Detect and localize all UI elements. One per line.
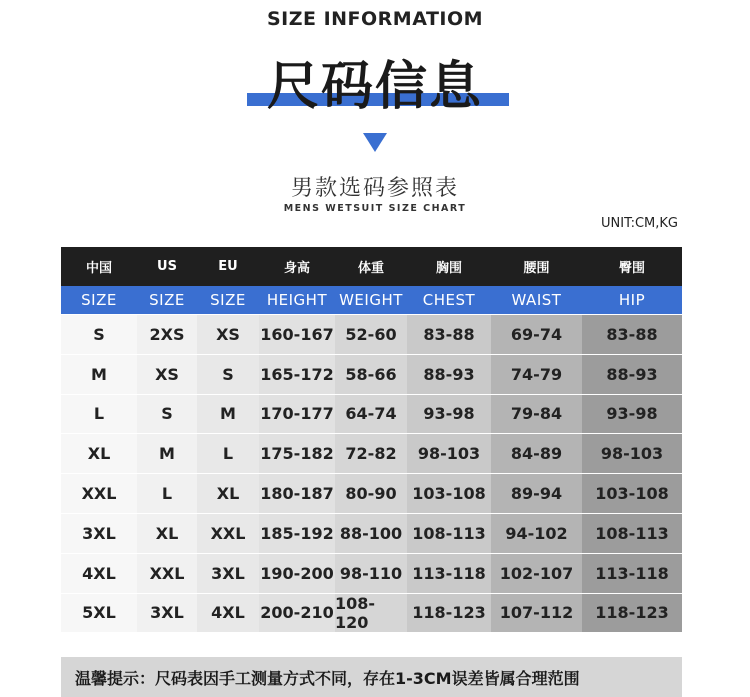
table-cell: 118-123 xyxy=(582,594,682,633)
table-cell: 190-200 xyxy=(259,554,335,593)
table-cell: 98-103 xyxy=(407,434,491,473)
table-cell: 69-74 xyxy=(491,315,582,354)
table-cell: 80-90 xyxy=(335,474,407,513)
header-cell: 中国 xyxy=(85,261,112,276)
table-cell: XL xyxy=(137,514,197,553)
table-cell: S xyxy=(61,315,137,354)
table-cell: 108-113 xyxy=(407,514,491,553)
table-cell: 108-120 xyxy=(335,594,407,633)
table-cell: L xyxy=(137,474,197,513)
table-cell: 93-98 xyxy=(582,395,682,434)
table-row xyxy=(61,394,682,434)
table-cell: 107-112 xyxy=(491,594,582,633)
table-body xyxy=(61,314,682,632)
table-cell: XS xyxy=(137,355,197,394)
table-row xyxy=(61,553,682,593)
header-cell: CHEST xyxy=(422,291,476,309)
table-cell: 113-118 xyxy=(407,554,491,593)
table-cell: 89-94 xyxy=(491,474,582,513)
header-cell: SIZE xyxy=(210,291,246,309)
table-cell: 3XL xyxy=(137,594,197,633)
header-cell: WEIGHT xyxy=(339,291,403,309)
table-cell: M xyxy=(137,434,197,473)
table-cell: 88-93 xyxy=(582,355,682,394)
table-row xyxy=(61,354,682,394)
table-cell: 72-82 xyxy=(335,434,407,473)
table-cell: XL xyxy=(61,434,137,473)
header-cell: US xyxy=(157,259,177,274)
header-row-english xyxy=(61,286,682,314)
table-cell: 165-172 xyxy=(259,355,335,394)
table-cell: 103-108 xyxy=(582,474,682,513)
header-cell: HEIGHT xyxy=(266,291,328,309)
table-row xyxy=(61,433,682,473)
table-row xyxy=(61,473,682,513)
table-cell: 4XL xyxy=(197,594,259,633)
table-cell: M xyxy=(61,355,137,394)
table-row xyxy=(61,314,682,354)
table-cell: 185-192 xyxy=(259,514,335,553)
table-cell: L xyxy=(197,434,259,473)
header-cell: 臀围 xyxy=(618,261,645,276)
unit-label: UNIT:CM,KG xyxy=(601,216,678,231)
table-cell: 79-84 xyxy=(491,395,582,434)
header-cell: EU xyxy=(218,259,238,274)
table-cell: XXL xyxy=(137,554,197,593)
header-cell: SIZE xyxy=(149,291,185,309)
table-cell: 98-110 xyxy=(335,554,407,593)
table-cell: 88-100 xyxy=(335,514,407,553)
table-cell: 180-187 xyxy=(259,474,335,513)
table-cell: 74-79 xyxy=(491,355,582,394)
table-cell: XS xyxy=(197,315,259,354)
table-cell: L xyxy=(61,395,137,434)
title-chinese: 尺码信息 xyxy=(266,57,483,117)
table-cell: 2XS xyxy=(137,315,197,354)
table-cell: S xyxy=(137,395,197,434)
table-cell: 113-118 xyxy=(582,554,682,593)
table-cell: 108-113 xyxy=(582,514,682,553)
table-cell: XL xyxy=(197,474,259,513)
header-cell: 身高 xyxy=(283,261,310,276)
header-row-chinese xyxy=(61,247,682,286)
table-cell: 64-74 xyxy=(335,395,407,434)
header-cell: 腰围 xyxy=(523,261,550,276)
chart-title-english: MENS WETSUIT SIZE CHART xyxy=(283,203,467,214)
table-cell: 175-182 xyxy=(259,434,335,473)
table-row xyxy=(61,513,682,553)
header-cell: 胸围 xyxy=(435,261,462,276)
table-cell: 4XL xyxy=(61,554,137,593)
chart-title-chinese: 男款选码参照表 xyxy=(290,176,459,201)
header-cell: SIZE xyxy=(81,291,117,309)
table-cell: 160-167 xyxy=(259,315,335,354)
table-cell: 103-108 xyxy=(407,474,491,513)
table-cell: 52-60 xyxy=(335,315,407,354)
table-cell: 3XL xyxy=(197,554,259,593)
table-cell: 3XL xyxy=(61,514,137,553)
table-cell: 118-123 xyxy=(407,594,491,633)
table-cell: 93-98 xyxy=(407,395,491,434)
table-cell: 88-93 xyxy=(407,355,491,394)
header-cell: HIP xyxy=(618,291,646,309)
title-english: SIZE INFORMATIOM xyxy=(266,8,484,30)
table-cell: 83-88 xyxy=(582,315,682,354)
table-cell: 102-107 xyxy=(491,554,582,593)
table-cell: S xyxy=(197,355,259,394)
size-table xyxy=(61,247,682,632)
table-cell: 58-66 xyxy=(335,355,407,394)
table-cell: 170-177 xyxy=(259,395,335,434)
header-cell: WAIST xyxy=(511,291,562,309)
measurement-note: 温馨提示：尺码表因手工测量方式不同，存在1-3CM误差皆属合理范围 xyxy=(61,657,682,697)
table-cell: 94-102 xyxy=(491,514,582,553)
table-cell: 84-89 xyxy=(491,434,582,473)
table-cell: XXL xyxy=(61,474,137,513)
table-cell: 98-103 xyxy=(582,434,682,473)
table-cell: XXL xyxy=(197,514,259,553)
table-row xyxy=(61,593,682,633)
table-cell: 5XL xyxy=(61,594,137,633)
table-cell: M xyxy=(197,395,259,434)
table-cell: 200-210 xyxy=(259,594,335,633)
down-triangle-icon xyxy=(363,133,387,152)
table-cell: 83-88 xyxy=(407,315,491,354)
header-cell: 体重 xyxy=(357,261,384,276)
